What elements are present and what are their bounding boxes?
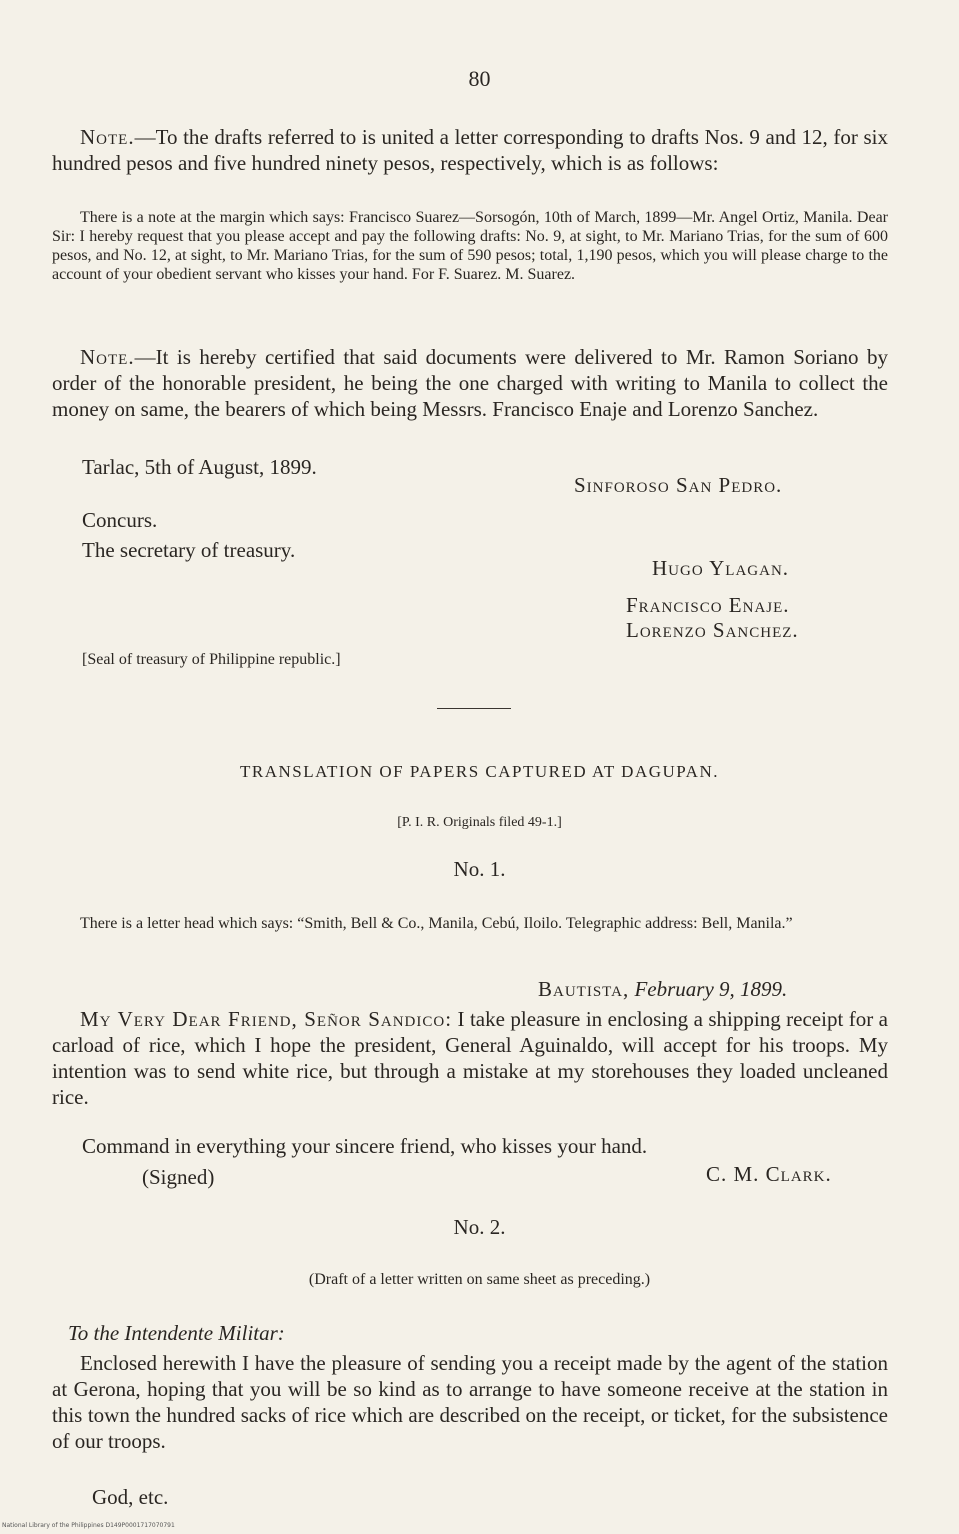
doc-2-body: Enclosed herewith I have the pleasure of sending you a receipt made by the agent of the station at Gerona, hoping that you will be so kind as to arrange to have someone receive at the station in this town the hundred sacks of rice which are described on the receipt, or ticket, for the subsistence of our troops.	[52, 1351, 888, 1453]
note-2-label: Note.	[80, 345, 135, 369]
doc-1-body-text: I take pleasure in enclosing a shipping receipt for a carload of rice, which I hope the president, General Aguinaldo, will accept for his troops. My intention was to send white rice, but through a mistake at my storehouses they loaded uncleaned rice.	[52, 1007, 889, 1109]
note-2-paragraph	[52, 344, 888, 422]
doc-1-signed: (Signed)	[142, 1165, 215, 1189]
secretary-text: The secretary of treasury.	[82, 538, 296, 562]
note-1-paragraph	[52, 124, 888, 176]
concurs-text: Concurs.	[82, 508, 158, 532]
seal-note: [Seal of treasury of Philippine republic.]	[82, 651, 341, 668]
doc-1-body	[52, 1006, 888, 1110]
note-2-text: —It is hereby certified that said documents were delivered to Mr. Ramon Soriano by order of the honorable president, he being the one charged with writing to Manila to collect the money on same, the bearers of which being Messrs. Francisco Enaje and Lorenzo Sanchez.	[52, 345, 888, 421]
place-date: Tarlac, 5th of August, 1899.	[82, 455, 317, 479]
section-divider	[437, 708, 511, 709]
doc-2-closing: God, etc.	[92, 1485, 169, 1509]
quoted-letter: There is a note at the margin which says: Francisco Suarez—Sorsogón, 10th of March, 1899—Mr. Angel Ortiz, Manila. Dear Sir: I hereby request that you please accept and pay the following drafts: No. 9, at sight, to Mr. Mariano Trias, for the sum of 600 pesos, and No. 12, at sight, to Mr. Mariano Trias, for the sum of 590 pesos; total, 1,190 pesos, which you will please charge to the account of your obedient servant who kisses your hand. For F. Suarez. M. Suarez.	[52, 209, 888, 283]
doc-1-date: February 9, 1899.	[634, 977, 788, 1001]
doc-2-heading: No. 2.	[453, 1215, 506, 1239]
footer-archive-id: National Library of the Philippines D149P0001717070791	[2, 1522, 175, 1529]
signature-san-pedro: Sinforoso San Pedro.	[574, 473, 783, 497]
page-number: 80	[468, 66, 491, 91]
doc-1-letterhead: There is a letter head which says: “Smith, Bell & Co., Manila, Cebú, Iloilo. Telegraphic address: Bell, Manila.”	[80, 915, 793, 932]
doc-1-place: Bautista,	[538, 977, 630, 1001]
signature-sanchez: Lorenzo Sanchez.	[626, 618, 799, 642]
signature-enaje: Francisco Enaje.	[626, 593, 790, 617]
signature-ylagan: Hugo Ylagan.	[652, 556, 790, 580]
originals-reference: [P. I. R. Originals filed 49-1.]	[397, 815, 562, 830]
note-1-label: Note.	[80, 125, 135, 149]
doc-1-heading: No. 1.	[453, 857, 506, 881]
doc-1-place-date	[538, 976, 787, 1002]
doc-2-addressee: To the Intendente Militar:	[68, 1321, 285, 1345]
note-1-text: —To the drafts referred to is united a letter corresponding to drafts Nos. 9 and 12, for six hundred pesos and five hundred ninety pesos, respectively, which is as follows:	[52, 125, 888, 175]
doc-1-signature: C. M. Clark.	[706, 1162, 832, 1186]
doc-2-subheading: (Draft of a letter written on same sheet as preceding.)	[308, 1271, 651, 1288]
doc-1-salutation: My Very Dear Friend, Señor Sandico:	[80, 1007, 453, 1031]
doc-1-closing: Command in everything your sincere friend, who kisses your hand.	[82, 1134, 648, 1158]
section-title: TRANSLATION OF PAPERS CAPTURED AT DAGUPAN.	[240, 762, 719, 781]
